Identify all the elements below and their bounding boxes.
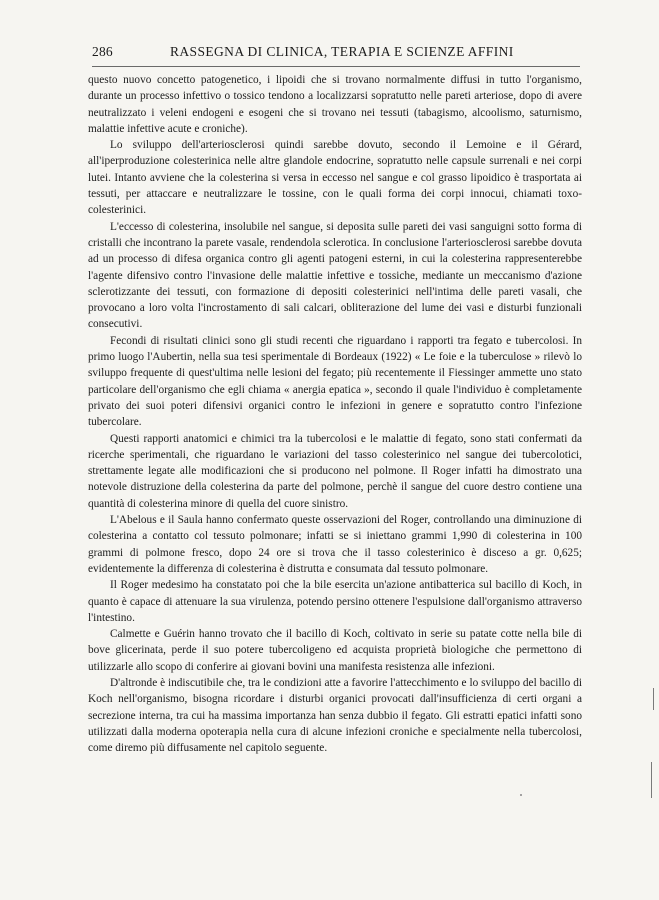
header-rule — [92, 66, 580, 67]
paragraph: L'Abelous e il Saula hanno confermato queste osservazioni del Roger, controllando una diminuzione di colesterina a contatto col tessuto polmonare; infatti se si iniettano grammi 1,990 di colesterina in 100 grammi di polmone fresco, dopo 24 ore si trova che il tasso colesterinico è disceso a gr. 0,625; evidentemente la differenza di colesterina è distrutta e consumata dal tessuto polmonare. — [88, 514, 582, 575]
running-title: RASSEGNA DI CLINICA, TERAPIA E SCIENZE AFFINI — [170, 44, 514, 59]
paragraph: L'eccesso di colesterina, insolubile nel sangue, si deposita sulle pareti dei vasi sanguigni sotto forma di cristalli che incontrano la parete vasale, rendendola sclerotica. In conclusione l'arteriosclerosi sarebbe dovuta ad un processo di difesa organica contro gli agenti patogeni esterni, in cui la colesterina rappresenterebbe l'agente difensivo contro l'invasione delle malattie infettive e tossiche, mediante un meccanismo d'azione sclerotizzante dei tessuti, con formazione di depositi colesterinici nell'intima delle pareti vasali, che provocano a loro volta l'incrostamento di sali calcari, obliterazione del lume dei vasi e disturbi funzionali consecutivi. — [88, 220, 582, 331]
scan-speck — [520, 794, 522, 796]
running-header — [92, 44, 576, 62]
margin-scan-mark — [651, 762, 652, 798]
margin-scan-mark — [653, 688, 654, 710]
paragraph: Il Roger medesimo ha constatato poi che la bile esercita un'azione antibatterica sul bacillo di Koch, in quanto è capace di attenuare la sua virulenza, potendo persino ottenere l'espulsione dall'organismo attraverso l'intestino. — [88, 579, 582, 624]
page-number: 286 — [92, 44, 113, 59]
paragraph: D'altronde è indiscutibile che, tra le condizioni atte a favorire l'attecchimento e lo sviluppo del bacillo di Koch nell'organismo, bisogna ricordare i disturbi organici provocati dall'insufficienza di certi organi a secrezione interna, tra cui ha massima importanza han senza dubbio il fegato. Gli estratti epatici infatti sono utilizzati dalla moderna opoterapia nella cura di alcune infezioni croniche e specialmente nella tubercolosi, come diremo più diffusamente nel capitolo seguente. — [88, 676, 582, 755]
paragraph: Calmette e Guérin hanno trovato che il bacillo di Koch, coltivato in serie su patate cotte nella bile di bove glicerinata, perde il suo potere tubercoligeno ed acquista proprietà biologiche che permettono di utilizzarle allo scopo di conferire ai giovani bovini una manifesta resistenza alle infezioni. — [88, 628, 582, 673]
paragraph: Fecondi di risultati clinici sono gli studi recenti che riguardano i rapporti tra fegato e tubercolosi. In primo luogo l'Aubertin, nella sua tesi sperimentale di Bordeaux (1922) « Le foie e la tuberculose » rilevò lo sviluppo frequente di quest'ultima nelle lesioni del fegato; più recentemente il Fiessinger ammette uno stato particolare dell'organismo che egli chiama « anergia epatica », secondo il quale l'individuo è completamente privato dei suoi poteri difensivi organici contro le infezioni in genere e sopratutto contro l'infezione tubercolare. — [88, 334, 582, 429]
paragraph: Lo sviluppo dell'arteriosclerosi quindi sarebbe dovuto, secondo il Lemoine e il Gérard, all'iperproduzione colesterinica nelle altre glandole endocrine, sopratutto nelle capsule surrenali e nei corpi lutei. Intanto avviene che la colesterina si versa in eccesso nel sangue e col grasso lipoidico è trasportata ai tessuti, per attaccare e neutralizzare le tossine, con le quali forma dei corpi innocui, chiamati toxo-colesterinici. — [88, 139, 582, 217]
paragraph: questo nuovo concetto patogenetico, i lipoidi che si trovano normalmente diffusi in tutto l'organismo, durante un processo infettivo o tossico tendono a localizzarsi sopratutto nelle pareti arteriose, dopo di avere neutralizzato i veleni endogeni e esogeni che si trovano nei tessuti (tabagismo, alcoolismo, saturnismo, malattie infettive acute e croniche). — [88, 74, 582, 135]
body-text — [88, 72, 582, 756]
paragraph: Questi rapporti anatomici e chimici tra la tubercolosi e le malattie di fegato, sono stati confermati da ricerche sperimentali, che riguardano le variazioni del tasso colesterinico nel sangue dei tubercolotici, strettamente legate alle modificazioni che si producono nel polmone. Il Roger infatti ha dimostrato una notevole distruzione della colesterina da parte del polmone, perchè il sangue del cuore destro contiene una quantità di colesterina minore di quella del cuore sinistro. — [88, 432, 582, 510]
